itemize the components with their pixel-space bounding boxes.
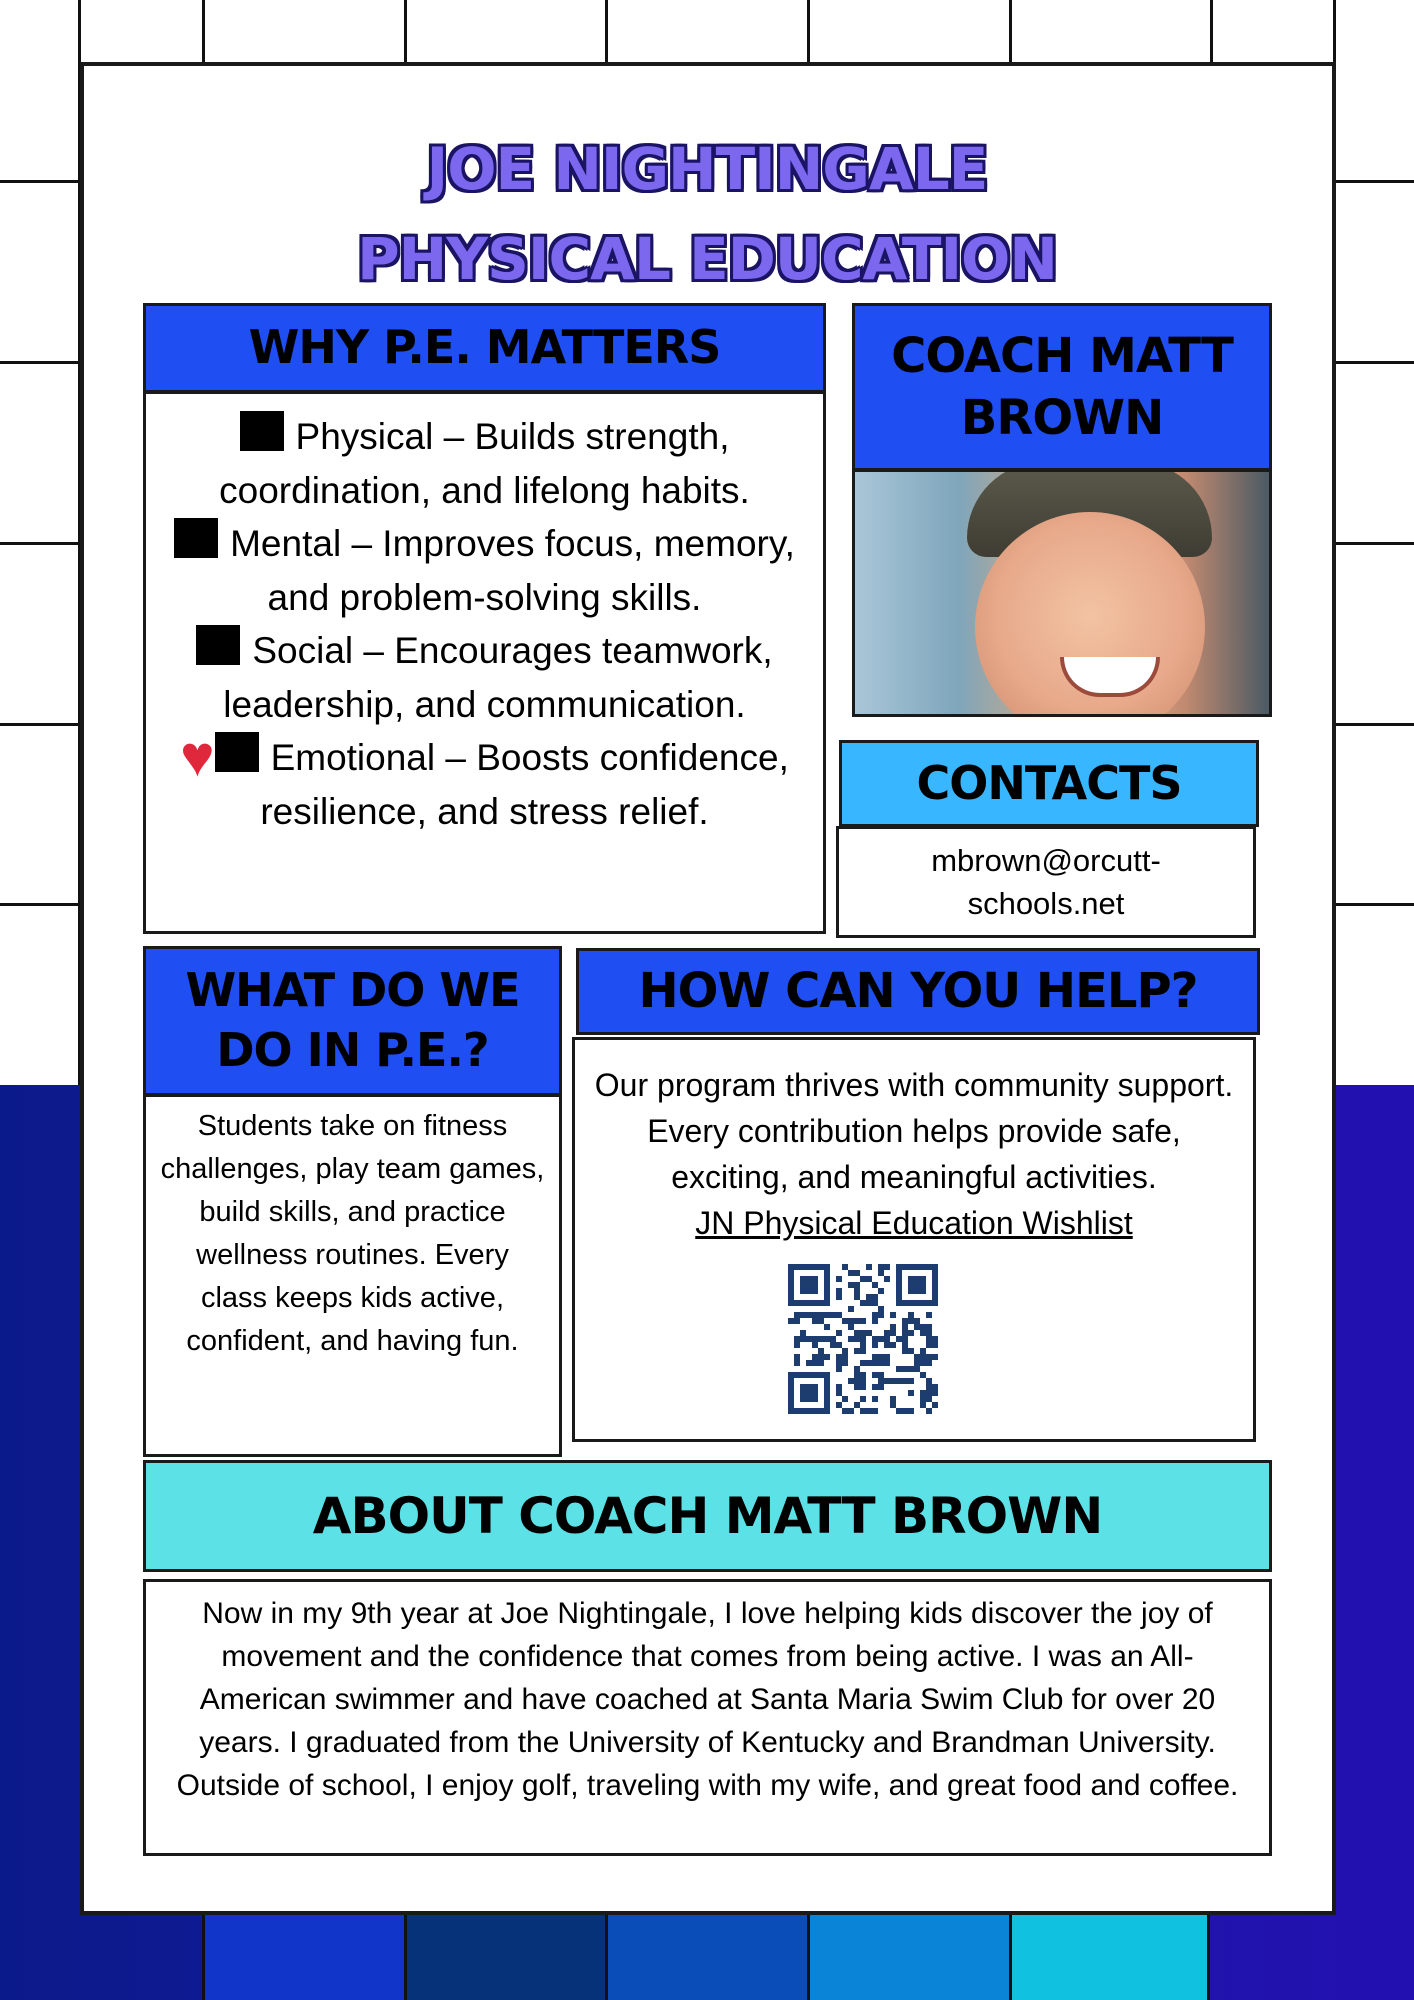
qr-cell xyxy=(836,1276,842,1282)
qr-cell xyxy=(866,1330,872,1336)
qr-cell xyxy=(884,1276,890,1282)
qr-cell xyxy=(836,1312,842,1318)
qr-cell xyxy=(848,1282,854,1288)
qr-cell xyxy=(920,1390,926,1396)
qr-cell xyxy=(896,1366,902,1372)
qr-cell xyxy=(920,1324,926,1330)
qr-cell xyxy=(812,1312,818,1318)
qr-cell xyxy=(806,1360,812,1366)
qr-cell xyxy=(860,1336,866,1342)
qr-cell xyxy=(872,1372,878,1378)
qr-cell xyxy=(836,1366,842,1372)
qr-cell xyxy=(836,1384,842,1390)
qr-cell xyxy=(860,1372,866,1378)
why-pe-item: Social – Encourages teamwork, leadership, and communication. xyxy=(160,624,809,731)
qr-cell xyxy=(926,1396,932,1402)
qr-cell xyxy=(800,1330,806,1336)
qr-cell xyxy=(902,1336,908,1342)
qr-cell xyxy=(932,1390,938,1396)
help-body: Our program thrives with community support. Every contribution helps provide safe, exciting, and meaningful activities. xyxy=(594,1067,1234,1195)
qr-cell xyxy=(926,1336,932,1342)
qr-cell xyxy=(842,1360,848,1366)
qr-cell xyxy=(854,1384,860,1390)
qr-cell xyxy=(914,1360,920,1366)
qr-cell xyxy=(812,1360,818,1366)
qr-cell xyxy=(812,1342,818,1348)
qr-cell xyxy=(800,1312,806,1318)
qr-cell xyxy=(794,1312,800,1318)
qr-cell xyxy=(854,1330,860,1336)
school-title: JOE NIGHTINGALE xyxy=(426,135,988,203)
qr-cell xyxy=(932,1384,938,1390)
black-square-icon xyxy=(174,518,218,558)
grid-line xyxy=(0,542,80,545)
qr-cell xyxy=(908,1390,914,1396)
grid-line xyxy=(1336,542,1414,545)
qr-cell xyxy=(848,1408,854,1414)
qr-cell xyxy=(860,1384,866,1390)
qr-cell xyxy=(896,1378,902,1384)
qr-cell xyxy=(836,1342,842,1348)
qr-cell xyxy=(926,1360,932,1366)
qr-cell xyxy=(848,1336,854,1342)
color-strip xyxy=(1009,1915,1210,2000)
qr-cell xyxy=(872,1360,878,1366)
qr-cell xyxy=(872,1408,878,1414)
color-strip xyxy=(202,1915,404,2000)
qr-cell xyxy=(908,1330,914,1336)
qr-cell xyxy=(896,1408,902,1414)
qr-cell xyxy=(854,1288,860,1294)
qr-cell xyxy=(890,1312,896,1318)
color-strip xyxy=(807,1915,1009,2000)
qr-cell xyxy=(890,1324,896,1330)
qr-cell xyxy=(878,1288,884,1294)
qr-cell xyxy=(842,1354,848,1360)
qr-cell xyxy=(836,1330,842,1336)
qr-cell xyxy=(866,1264,872,1270)
qr-cell xyxy=(932,1402,938,1408)
qr-cell xyxy=(794,1360,800,1366)
qr-cell xyxy=(860,1276,866,1282)
qr-cell xyxy=(926,1330,932,1336)
qr-cell xyxy=(878,1264,884,1270)
qr-cell xyxy=(926,1384,932,1390)
qr-cell xyxy=(794,1342,800,1348)
qr-cell xyxy=(926,1408,932,1414)
qr-cell xyxy=(902,1408,908,1414)
qr-cell xyxy=(794,1354,800,1360)
qr-cell xyxy=(908,1318,914,1324)
what-we-do-body: Students take on fitness challenges, play team games, build skills, and practice wellness routines. Every class keeps kids active, confident, and having fun. xyxy=(143,1094,562,1457)
qr-cell xyxy=(890,1330,896,1336)
qr-cell xyxy=(908,1366,914,1372)
why-pe-item: Mental – Improves focus, memory, and problem-solving skills. xyxy=(160,517,809,624)
qr-cell xyxy=(878,1306,884,1312)
qr-cell xyxy=(866,1276,872,1282)
qr-cell xyxy=(860,1330,866,1336)
grid-line xyxy=(807,0,810,62)
grid-line xyxy=(202,0,205,62)
qr-cell xyxy=(878,1270,884,1276)
qr-cell xyxy=(818,1354,824,1360)
qr-cell xyxy=(884,1264,890,1270)
grid-line xyxy=(1009,0,1012,62)
qr-cell xyxy=(920,1348,926,1354)
qr-cell xyxy=(872,1342,878,1348)
qr-cell xyxy=(878,1372,884,1378)
grid-line xyxy=(1336,903,1414,906)
qr-cell xyxy=(824,1336,830,1342)
qr-cell xyxy=(842,1318,848,1324)
qr-cell xyxy=(830,1312,836,1318)
qr-cell xyxy=(884,1330,890,1336)
black-square-icon xyxy=(196,625,240,665)
grid-line xyxy=(0,361,80,364)
qr-cell xyxy=(836,1294,842,1300)
qr-cell xyxy=(920,1372,926,1378)
qr-cell xyxy=(902,1348,908,1354)
qr-cell xyxy=(914,1318,920,1324)
qr-cell xyxy=(902,1366,908,1372)
qr-cell xyxy=(836,1390,842,1396)
qr-cell xyxy=(830,1342,836,1348)
qr-cell xyxy=(854,1270,860,1276)
grid-line xyxy=(0,723,80,726)
qr-cell xyxy=(872,1300,878,1306)
qr-cell xyxy=(812,1354,818,1360)
qr-cell xyxy=(902,1318,908,1324)
grid-line xyxy=(1210,0,1213,62)
qr-cell xyxy=(866,1294,872,1300)
qr-cell xyxy=(788,1318,794,1324)
qr-cell xyxy=(842,1264,848,1270)
qr-cell xyxy=(854,1366,860,1372)
qr-cell xyxy=(860,1360,866,1366)
qr-cell xyxy=(848,1270,854,1276)
coach-heading: COACH MATT BROWN xyxy=(852,303,1272,471)
help-heading: HOW CAN YOU HELP? xyxy=(576,948,1260,1035)
qr-cell xyxy=(860,1300,866,1306)
qr-cell xyxy=(818,1312,824,1318)
qr-cell xyxy=(848,1324,854,1330)
qr-cell xyxy=(914,1366,920,1372)
qr-cell xyxy=(818,1336,824,1342)
qr-cell xyxy=(914,1354,920,1360)
qr-cell xyxy=(866,1300,872,1306)
qr-cell xyxy=(812,1336,818,1342)
qr-cell xyxy=(890,1378,896,1384)
grid-line xyxy=(1336,723,1414,726)
qr-cell xyxy=(824,1312,830,1318)
qr-cell xyxy=(866,1408,872,1414)
qr-cell xyxy=(872,1312,878,1318)
qr-code-icon[interactable] xyxy=(788,1264,938,1414)
qr-cell xyxy=(860,1396,866,1402)
qr-cell xyxy=(854,1318,860,1324)
qr-cell xyxy=(830,1336,836,1342)
qr-cell xyxy=(806,1312,812,1318)
qr-cell xyxy=(890,1396,896,1402)
qr-cell xyxy=(908,1348,914,1354)
qr-cell xyxy=(920,1360,926,1366)
qr-cell xyxy=(932,1342,938,1348)
qr-cell xyxy=(914,1324,920,1330)
qr-cell xyxy=(848,1378,854,1384)
qr-cell xyxy=(896,1336,902,1342)
wishlist-link[interactable]: JN Physical Education Wishlist xyxy=(695,1205,1133,1241)
qr-cell xyxy=(818,1360,824,1366)
why-pe-list xyxy=(143,391,826,934)
coach-photo xyxy=(852,469,1272,717)
qr-cell xyxy=(884,1360,890,1366)
qr-cell xyxy=(818,1318,824,1324)
qr-cell xyxy=(818,1348,824,1354)
why-pe-item: ♥ Emotional – Boosts confidence, resilience, and stress relief. xyxy=(180,724,789,832)
qr-cell xyxy=(866,1360,872,1366)
qr-cell xyxy=(842,1408,848,1414)
qr-cell xyxy=(872,1282,878,1288)
about-heading: ABOUT COACH MATT BROWN xyxy=(143,1460,1272,1572)
grid-line xyxy=(605,0,608,62)
qr-cell xyxy=(902,1324,908,1330)
qr-cell xyxy=(848,1318,854,1324)
qr-cell xyxy=(854,1294,860,1300)
qr-cell xyxy=(878,1312,884,1318)
qr-cell xyxy=(884,1336,890,1342)
qr-cell xyxy=(854,1282,860,1288)
qr-cell xyxy=(872,1294,878,1300)
qr-cell xyxy=(884,1342,890,1348)
qr-cell xyxy=(920,1396,926,1402)
qr-cell xyxy=(860,1342,866,1348)
contacts-box xyxy=(836,826,1256,938)
qr-cell xyxy=(800,1336,806,1342)
black-square-icon xyxy=(215,732,259,772)
qr-cell xyxy=(854,1336,860,1342)
qr-cell xyxy=(926,1354,932,1360)
qr-cell xyxy=(926,1342,932,1348)
qr-cell xyxy=(932,1354,938,1360)
qr-cell xyxy=(854,1402,860,1408)
qr-cell xyxy=(920,1330,926,1336)
qr-cell xyxy=(872,1336,878,1342)
why-pe-item: Physical – Builds strength, coordination, and lifelong habits. xyxy=(160,410,809,517)
qr-cell xyxy=(836,1402,842,1408)
qr-cell xyxy=(926,1378,932,1384)
qr-cell xyxy=(902,1330,908,1336)
qr-cell xyxy=(836,1288,842,1294)
qr-cell xyxy=(854,1372,860,1378)
qr-cell xyxy=(872,1354,878,1360)
grid-line xyxy=(1336,361,1414,364)
qr-cell xyxy=(878,1378,884,1384)
grid-line xyxy=(0,903,80,906)
contacts-heading: CONTACTS xyxy=(839,740,1259,827)
qr-cell xyxy=(932,1336,938,1342)
qr-cell xyxy=(920,1402,926,1408)
qr-cell xyxy=(908,1312,914,1318)
qr-cell xyxy=(908,1378,914,1384)
qr-cell xyxy=(842,1348,848,1354)
color-strip xyxy=(404,1915,605,2000)
qr-cell xyxy=(878,1336,884,1342)
qr-cell xyxy=(926,1312,932,1318)
qr-cell xyxy=(872,1384,878,1390)
about-body: Now in my 9th year at Joe Nightingale, I love helping kids discover the joy of movement and the confidence that comes from being active. I was an All-American swimmer and have coached at Santa Maria Swim Club for over 20 years. I graduated from the University of Kentucky and Brandman University. Outside of school, I enjoy golf, traveling with my wife, and great food and coffee. xyxy=(143,1579,1272,1856)
program-title: PHYSICAL EDUCATION xyxy=(357,225,1057,293)
qr-cell xyxy=(884,1354,890,1360)
qr-cell xyxy=(794,1318,800,1324)
qr-cell xyxy=(836,1354,842,1360)
qr-cell xyxy=(842,1396,848,1402)
qr-cell xyxy=(878,1354,884,1360)
qr-cell xyxy=(860,1348,866,1354)
qr-cell xyxy=(854,1378,860,1384)
qr-cell xyxy=(836,1360,842,1366)
black-square-icon xyxy=(240,411,284,451)
qr-cell xyxy=(860,1378,866,1384)
qr-cell xyxy=(872,1318,878,1324)
qr-cell xyxy=(794,1336,800,1342)
qr-cell xyxy=(860,1408,866,1414)
qr-cell xyxy=(812,1318,818,1324)
why-pe-heading: WHY P.E. MATTERS xyxy=(143,303,826,393)
qr-cell xyxy=(890,1402,896,1408)
qr-cell xyxy=(926,1390,932,1396)
qr-cell xyxy=(854,1348,860,1354)
qr-cell xyxy=(872,1396,878,1402)
what-we-do-heading: WHAT DO WE DO IN P.E.? xyxy=(143,946,562,1096)
qr-cell xyxy=(902,1342,908,1348)
contact-email[interactable]: mbrown@orcutt-schools.net xyxy=(931,843,1161,921)
qr-cell xyxy=(926,1324,932,1330)
qr-cell xyxy=(920,1354,926,1360)
qr-cell xyxy=(878,1360,884,1366)
grid-line xyxy=(404,0,407,62)
qr-cell xyxy=(824,1354,830,1360)
qr-cell xyxy=(884,1378,890,1384)
qr-cell xyxy=(848,1306,854,1312)
qr-cell xyxy=(902,1378,908,1384)
qr-cell xyxy=(824,1324,830,1330)
qr-cell xyxy=(806,1336,812,1342)
qr-cell xyxy=(908,1408,914,1414)
color-strip xyxy=(605,1915,807,2000)
qr-cell xyxy=(890,1342,896,1348)
qr-cell xyxy=(860,1318,866,1324)
qr-cell xyxy=(878,1384,884,1390)
